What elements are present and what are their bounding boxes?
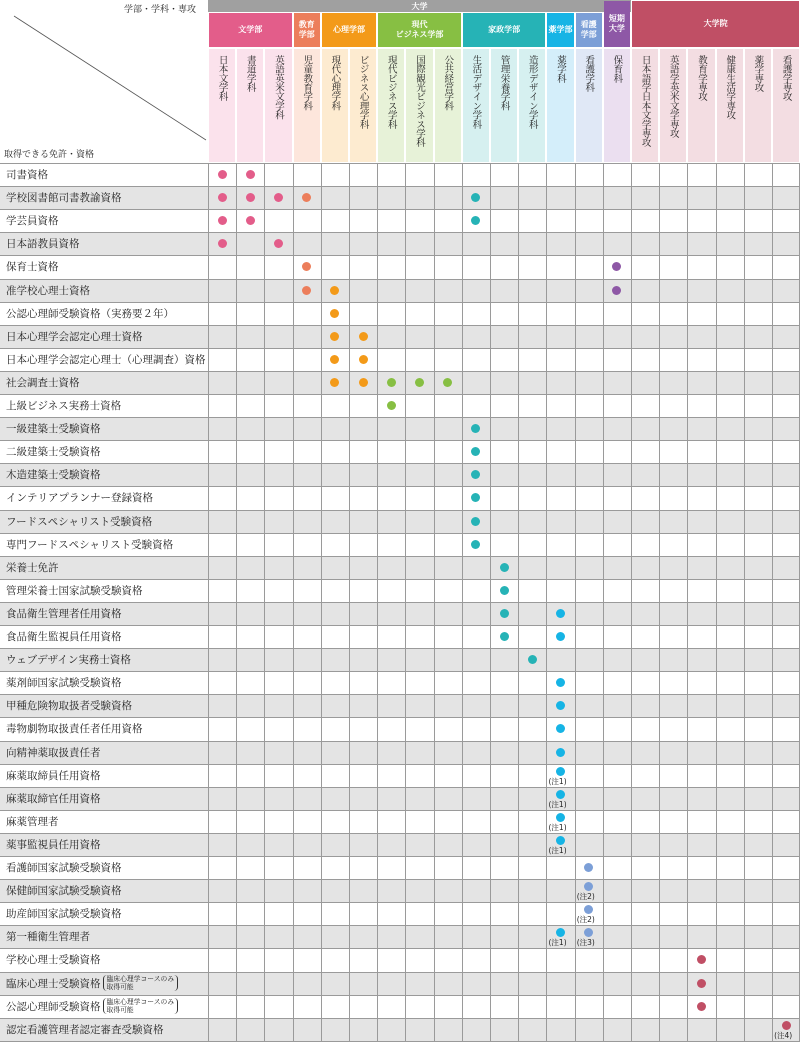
qualification-row	[0, 279, 800, 302]
column-header	[406, 49, 432, 162]
faculty-header-psy: 心理学部	[322, 13, 376, 47]
qualification-name	[6, 925, 90, 948]
qualification-name	[6, 463, 101, 486]
qualification-name-text: 一級建築士受験資格	[6, 423, 101, 436]
qualification-row	[0, 232, 800, 255]
qualification-name-text: 日本心理学会認定心理士資格	[6, 330, 143, 343]
qualification-condition: 臨床心理学コースのみ 取得可能	[103, 998, 179, 1014]
qualification-row	[0, 741, 800, 764]
qualification-name-text: 保健師国家試験受験資格	[6, 885, 122, 898]
qualification-row	[0, 209, 800, 232]
qualification-name-text: 学芸員資格	[6, 215, 59, 228]
qualification-name-text: 栄養士免許	[6, 561, 59, 574]
qualification-name	[6, 902, 122, 925]
qualification-name-text: 木造建築士受験資格	[6, 469, 101, 482]
qualification-row	[0, 833, 800, 856]
availability-dot	[556, 836, 565, 845]
qualification-name-text: 学校心理士受験資格	[6, 954, 101, 967]
qualification-row	[0, 163, 800, 186]
qualification-name	[6, 209, 59, 232]
column-label: 保育科	[611, 55, 623, 83]
footnote-mark: (注3)	[576, 938, 595, 948]
qualification-name	[6, 856, 122, 879]
grid-line	[772, 163, 773, 1041]
qualification-name	[6, 787, 101, 810]
faculty-header-edu: 教育 学部	[294, 13, 320, 47]
qualification-name	[6, 625, 122, 648]
availability-dot	[556, 790, 565, 799]
column-label: 日本語学日本文学専攻	[639, 55, 651, 148]
qualification-row	[0, 787, 800, 810]
qualification-name	[6, 579, 143, 602]
qualification-name	[6, 717, 143, 740]
faculty-header-lit: 文学部	[209, 13, 292, 47]
qualification-row	[0, 440, 800, 463]
grid-line	[264, 163, 265, 1041]
footnote-mark: (注4)	[774, 1030, 793, 1040]
grid-line	[377, 163, 378, 1041]
qualification-name	[6, 325, 143, 348]
qualification-name-text: 毒物劇物取扱責任者任用資格	[6, 723, 143, 736]
qualification-name-text: 管理栄養士国家試験受験資格	[6, 584, 143, 597]
column-header	[378, 49, 404, 162]
qualification-name	[6, 348, 206, 371]
availability-dot	[218, 193, 227, 202]
qualification-name-text: フードスペシャリスト受験資格	[6, 515, 153, 528]
column-label: 書道学科	[244, 55, 256, 92]
faculty-header-jc: 短期 大学	[604, 1, 630, 47]
qualification-name-text: インテリアプランナー登録資格	[6, 492, 153, 505]
qualification-name	[6, 279, 90, 302]
availability-dot	[218, 170, 227, 179]
faculty-header-nurse: 看護 学部	[576, 13, 602, 47]
qualification-row	[0, 925, 800, 948]
availability-dot	[302, 286, 311, 295]
qualification-name-text: 学校図書館司書教諭資格	[6, 192, 122, 205]
grid-line	[405, 163, 406, 1041]
column-header	[773, 49, 799, 162]
availability-dot	[387, 378, 396, 387]
column-header	[350, 49, 376, 162]
column-label: 造形デザイン学科	[526, 55, 538, 129]
grid-line	[744, 163, 745, 1041]
qualification-name-text: 麻薬取締官任用資格	[6, 792, 101, 805]
availability-dot	[415, 378, 424, 387]
qualification-name	[6, 394, 121, 417]
column-label: 英語学英米文学専攻	[667, 55, 679, 138]
qualification-name-text: 専門フードスペシャリスト受験資格	[6, 538, 174, 551]
qualification-row	[0, 556, 800, 579]
qualification-name-text: 准学校心理士資格	[6, 284, 90, 297]
qualification-name	[6, 694, 132, 717]
availability-dot	[500, 586, 509, 595]
grid-line	[349, 163, 350, 1041]
qualification-name-text: 麻薬管理者	[6, 815, 59, 828]
availability-dot	[359, 355, 368, 364]
qualification-name	[6, 440, 101, 463]
column-header	[519, 49, 545, 162]
qualification-name	[6, 533, 173, 556]
faculty-header-biz: 現代 ビジネス学部	[378, 13, 461, 47]
availability-dot	[500, 563, 509, 572]
column-header	[435, 49, 461, 162]
qualification-name-text: ウェブデザイン実務士資格	[6, 654, 131, 667]
column-header	[547, 49, 573, 162]
column-label: 教育学専攻	[695, 55, 707, 102]
column-label: 公共経営学科	[442, 55, 454, 111]
availability-dot	[359, 332, 368, 341]
qualification-name-text: 日本語教員資格	[6, 238, 80, 251]
qualification-name	[6, 186, 122, 209]
availability-dot	[556, 813, 565, 822]
qualification-row	[0, 463, 800, 486]
qualification-name-text: 上級ビジネス実務士資格	[6, 400, 122, 413]
column-label: 薬学専攻	[752, 55, 764, 92]
qualification-name	[6, 510, 152, 533]
column-label: 現代心理学科	[329, 55, 341, 111]
grid-line	[687, 163, 688, 1041]
grid-line	[208, 163, 209, 1041]
qualification-name-text: 臨床心理士受験資格	[6, 977, 101, 990]
grid-line	[659, 163, 660, 1041]
column-label: 英語英米文学科	[272, 55, 284, 120]
qualification-name	[6, 648, 131, 671]
column-header	[717, 49, 743, 162]
column-header	[491, 49, 517, 162]
column-header	[237, 49, 263, 162]
column-label: 看護学科	[583, 55, 595, 92]
grid-line	[546, 163, 547, 1041]
availability-dot	[471, 517, 480, 526]
qualification-name	[6, 671, 122, 694]
availability-dot	[246, 216, 255, 225]
corner-header-qualification: 取得できる免許・資格	[4, 150, 95, 160]
qualification-name	[6, 232, 80, 255]
column-header	[463, 49, 489, 162]
availability-dot	[697, 979, 706, 988]
qualification-name-text: 食品衛生監視員任用資格	[6, 631, 122, 644]
availability-dot	[330, 286, 339, 295]
corner-diagonal-line	[0, 0, 210, 164]
availability-dot	[556, 748, 565, 757]
corner-header-faculty: 学部・学科・専攻	[124, 5, 197, 15]
availability-dot	[218, 216, 227, 225]
qualification-name	[6, 255, 59, 278]
column-header	[265, 49, 291, 162]
footnote-mark: (注1)	[548, 845, 567, 855]
column-header	[745, 49, 771, 162]
availability-dot	[246, 193, 255, 202]
qualification-name-text: 公認心理師受験資格（実務要２年）	[6, 307, 174, 320]
qualification-condition: 臨床心理学コースのみ 取得可能	[103, 975, 179, 991]
university-band: 大学	[208, 0, 631, 12]
grid-line	[518, 163, 519, 1041]
grid-line	[490, 163, 491, 1041]
qualification-name-text: 薬事監視員任用資格	[6, 838, 101, 851]
qualification-name	[6, 995, 178, 1018]
grid-line	[716, 163, 717, 1041]
qualification-name-text: 麻薬取締員任用資格	[6, 769, 101, 782]
qualification-row	[0, 810, 800, 833]
qualification-name	[6, 1018, 164, 1041]
column-label: 薬学科	[554, 55, 566, 83]
qualification-name	[6, 556, 59, 579]
grid-line	[434, 163, 435, 1041]
qualification-row	[0, 948, 800, 971]
availability-dot	[556, 632, 565, 641]
availability-dot	[471, 540, 480, 549]
qualification-name	[6, 879, 122, 902]
availability-dot	[528, 655, 537, 664]
qualification-name-text: 社会調査士資格	[6, 376, 80, 389]
column-label: 児童教育学科	[301, 55, 313, 111]
column-header	[576, 49, 602, 162]
column-header	[604, 49, 630, 162]
column-header	[209, 49, 235, 162]
availability-dot	[697, 1002, 706, 1011]
footnote-mark: (注1)	[548, 776, 567, 786]
qualification-name	[6, 741, 101, 764]
column-header	[660, 49, 686, 162]
column-label: 看護学専攻	[780, 55, 792, 102]
column-header	[688, 49, 714, 162]
grid-line	[631, 163, 632, 1041]
qualification-name	[6, 486, 153, 509]
availability-dot	[246, 170, 255, 179]
column-label: 健康生活学専攻	[724, 55, 736, 120]
footnote-mark: (注1)	[548, 799, 567, 809]
grid-line	[321, 163, 322, 1041]
column-header	[294, 49, 320, 162]
qualification-name-text: 認定看護管理者認定審査受験資格	[6, 1023, 164, 1036]
grid-line	[575, 163, 576, 1041]
qualification-name	[6, 833, 101, 856]
availability-dot	[782, 1021, 791, 1030]
grid-line	[236, 163, 237, 1041]
qualification-name	[6, 764, 101, 787]
qualification-name-text: 司書資格	[6, 169, 48, 182]
availability-dot	[330, 309, 339, 318]
qualification-name	[6, 810, 59, 833]
availability-dot	[612, 286, 621, 295]
column-label: 現代ビジネス学科	[385, 55, 397, 129]
qualification-name-text: 第一種衛生管理者	[6, 931, 90, 944]
qualification-name	[6, 163, 48, 186]
faculty-header-home: 家政学部	[463, 13, 546, 47]
availability-dot	[359, 378, 368, 387]
availability-dot	[218, 239, 227, 248]
faculty-header-grad: 大学院	[632, 1, 799, 47]
footnote-mark: (注2)	[576, 915, 595, 925]
availability-dot	[500, 609, 509, 618]
footnote-mark: (注1)	[548, 822, 567, 832]
qualification-name-text: 甲種危険物取扱者受験資格	[6, 700, 132, 713]
column-label: 国際観光ビジネス学科	[413, 55, 425, 148]
availability-dot	[556, 767, 565, 776]
column-label: 管理栄養学科	[498, 55, 510, 111]
column-label: ビジネス心理学科	[357, 55, 369, 129]
grid-line	[462, 163, 463, 1041]
qualification-name	[6, 302, 174, 325]
qualification-row	[0, 417, 800, 440]
qualification-name-text: 日本心理学会認定心理士（心理調査）資格	[6, 353, 206, 366]
qualification-name-text: 向精神薬取扱責任者	[6, 746, 101, 759]
column-label: 生活デザイン学科	[470, 55, 482, 129]
qualification-name-text: 保育士資格	[6, 261, 59, 274]
qualification-row	[0, 371, 800, 394]
qualification-name-text: 公認心理師受験資格	[6, 1000, 101, 1013]
faculty-header-pharm: 薬学部	[547, 13, 573, 47]
column-header	[322, 49, 348, 162]
qualification-row	[0, 255, 800, 278]
qualification-name-text: 助産師国家試験受験資格	[6, 908, 122, 921]
grid-line	[293, 163, 294, 1041]
column-header	[632, 49, 658, 162]
qualification-name-text: 食品衛生管理者任用資格	[6, 607, 122, 620]
column-label: 日本文学科	[216, 55, 228, 102]
availability-dot	[387, 401, 396, 410]
footnote-mark: (注2)	[576, 892, 595, 902]
availability-dot	[500, 632, 509, 641]
qualification-name-text: 薬剤師国家試験受験資格	[6, 677, 122, 690]
footnote-mark: (注1)	[548, 938, 567, 948]
grid-line	[603, 163, 604, 1041]
qualification-name	[6, 602, 122, 625]
qualification-row	[0, 764, 800, 787]
qualification-name	[6, 972, 178, 995]
qualification-name-text: 看護師国家試験受験資格	[6, 862, 122, 875]
qualification-name	[6, 948, 101, 971]
availability-dot	[556, 609, 565, 618]
qualification-name-text: 二級建築士受験資格	[6, 446, 101, 459]
qualification-name	[6, 371, 80, 394]
qualification-name	[6, 417, 101, 440]
